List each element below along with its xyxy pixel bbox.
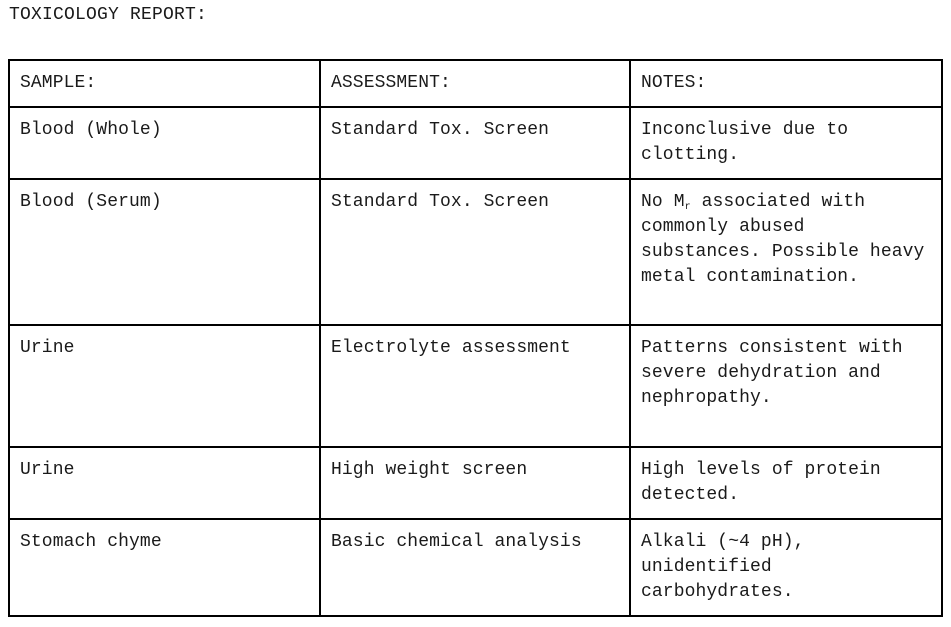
sample-cell: Blood (Serum) [9, 179, 320, 325]
table-row [9, 107, 942, 179]
header-row [9, 60, 942, 107]
sample-cell: Urine [9, 325, 320, 447]
notes-prefix: No M [641, 192, 685, 212]
notes-suffix: associated with commonly abused substances. Possible heavy metal contamination. [641, 192, 925, 287]
notes-cell: Alkali (~4 pH), unidentified carbohydrates. [630, 519, 942, 616]
table-row [9, 447, 942, 519]
header-assessment: ASSESSMENT: [320, 60, 630, 107]
notes-cell: Inconclusive due to clotting. [630, 107, 942, 179]
sample-cell: Stomach chyme [9, 519, 320, 616]
notes-cell: High levels of protein detected. [630, 447, 942, 519]
table-row [9, 179, 942, 325]
sample-cell: Urine [9, 447, 320, 519]
sample-cell: Blood (Whole) [9, 107, 320, 179]
table-row [9, 325, 942, 447]
assessment-cell: Standard Tox. Screen [320, 179, 630, 325]
notes-cell: Patterns consistent with severe dehydration and nephropathy. [630, 325, 942, 447]
notes-cell [630, 179, 942, 325]
assessment-cell: Basic chemical analysis [320, 519, 630, 616]
table-row [9, 519, 942, 616]
header-sample: SAMPLE: [9, 60, 320, 107]
header-notes: NOTES: [630, 60, 942, 107]
assessment-cell: High weight screen [320, 447, 630, 519]
toxicology-table [8, 59, 943, 617]
assessment-cell: Standard Tox. Screen [320, 107, 630, 179]
report-title: TOXICOLOGY REPORT: [9, 5, 208, 25]
assessment-cell: Electrolyte assessment [320, 325, 630, 447]
notes-subscript: r [684, 202, 691, 213]
